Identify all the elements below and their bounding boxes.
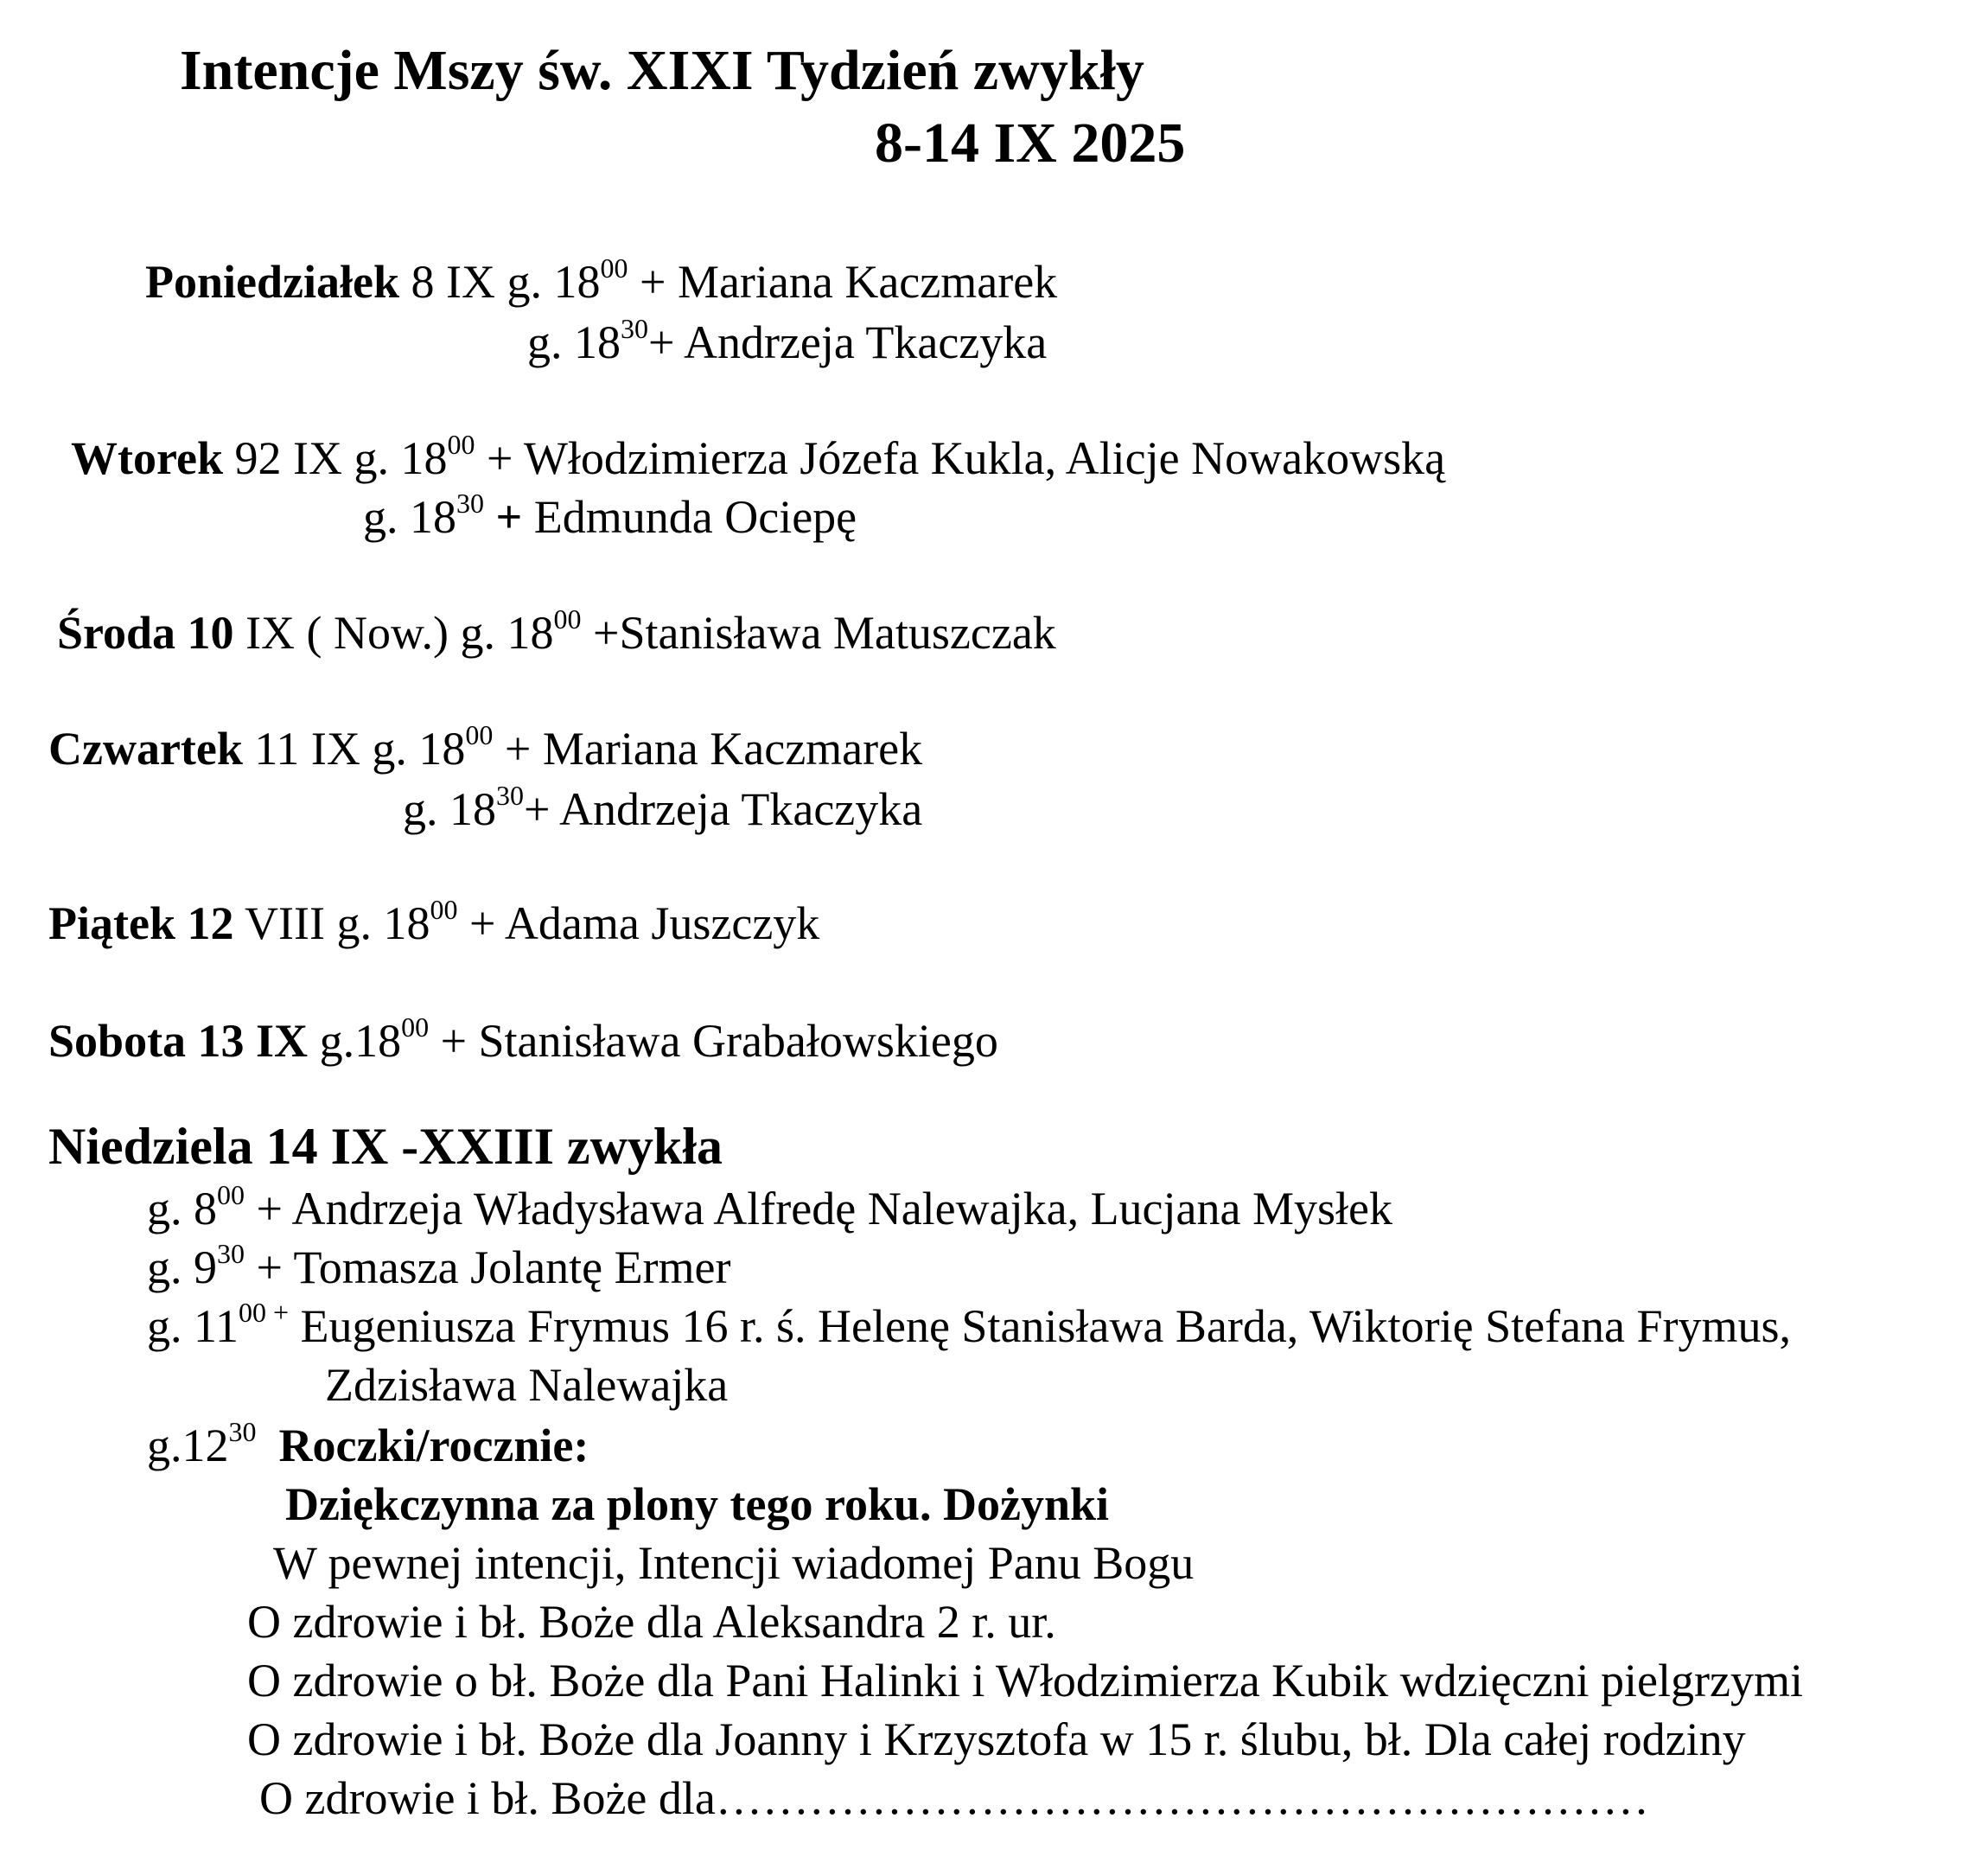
page-title xyxy=(180,38,1144,104)
time: g. 11 xyxy=(147,1300,239,1352)
time-minutes: 00 xyxy=(600,252,628,284)
time: g. 18 xyxy=(403,783,496,835)
date-time: VIII g. 18 xyxy=(233,897,430,949)
time-minutes: 00 xyxy=(217,1179,245,1210)
day-name: Piątek 12 xyxy=(48,897,234,949)
time: g.12 xyxy=(147,1419,229,1471)
intention-text: + Włodzimierza Józefa Kukla, Alicje Nowakowską xyxy=(475,432,1446,484)
wednesday-row-1 xyxy=(57,605,1056,660)
tuesday-row-2 xyxy=(363,489,857,545)
intention-text: + Adama Juszczyk xyxy=(457,897,820,949)
tuesday-row-1 xyxy=(71,431,1445,486)
time: g. 18 xyxy=(527,316,621,368)
time-minutes: 00 xyxy=(401,1011,430,1043)
time: g. 9 xyxy=(147,1241,217,1293)
date-time: 92 IX g. 18 xyxy=(222,432,448,484)
intention-text: Eugeniusza Frymus 16 r. ś. Helenę Stanisława Barda, Wiktorię Stefana Frymus, xyxy=(289,1300,1792,1352)
sunday-intent-line-5 xyxy=(259,1770,1649,1826)
intention-text: O zdrowie i bł. Boże dla…………………………………………………… xyxy=(259,1772,1649,1824)
time-minutes: 00 xyxy=(465,719,494,750)
intention-text: + Mariana Kaczmarek xyxy=(493,723,923,775)
page-date-range xyxy=(875,111,1185,176)
time-minutes: 30 xyxy=(496,780,524,811)
sunday-thanksgiving xyxy=(285,1477,1109,1532)
sunday-intent-line-4 xyxy=(247,1712,1746,1767)
intention-text: + Mariana Kaczmarek xyxy=(628,256,1058,308)
intention-text: + Andrzeja Władysława Alfredę Nalewajka, Lucjana Mysłek xyxy=(245,1183,1392,1234)
intention-text: + Tomasza Jolantę Ermer xyxy=(245,1241,731,1293)
intention-text: O zdrowie o bł. Boże dla Pani Halinki i Włodzimierza Kubik wdzięczni pielgrzymi xyxy=(247,1655,1803,1706)
date-time: g.18 xyxy=(308,1015,402,1067)
intention-text: O zdrowie i bł. Boże dla Joanny i Krzysztofa w 15 r. ślubu, bł. Dla całej rodziny xyxy=(247,1713,1746,1765)
time-minutes: 30 xyxy=(217,1238,245,1269)
date-time: 8 IX g. 18 xyxy=(399,256,601,308)
day-name: Czwartek xyxy=(48,723,243,775)
time: g. 8 xyxy=(147,1183,217,1234)
monday-row-2 xyxy=(527,315,1047,370)
sunday-mass-3-cont xyxy=(325,1357,728,1413)
intention-text: + Andrzeja Tkaczyka xyxy=(648,316,1048,368)
date-time: IX ( Now.) g. 18 xyxy=(233,607,554,659)
intention-text: O zdrowie i bł. Boże dla Aleksandra 2 r. ur. xyxy=(247,1596,1056,1648)
saturday-row-1 xyxy=(48,1013,998,1069)
day-name: Środa 10 xyxy=(57,607,234,659)
date-time: 11 IX g. 18 xyxy=(242,723,466,775)
sunday-mass-3 xyxy=(147,1298,1791,1354)
intention-label: Roczki/rocznie: xyxy=(278,1419,589,1471)
day-name: Poniedziałek xyxy=(145,256,399,308)
plus-sign: + xyxy=(484,491,523,543)
day-name: Sobota 13 IX xyxy=(48,1015,309,1067)
thursday-row-1 xyxy=(48,721,922,776)
time-minutes: 00 xyxy=(430,894,458,925)
sunday-heading-text: Niedziela 14 IX -XXIII zwykła xyxy=(48,1118,723,1175)
title-text: Intencje Mszy św. XIXI Tydzień zwykły xyxy=(180,39,1144,102)
day-name: Wtorek xyxy=(71,432,223,484)
sunday-intent-line-2 xyxy=(247,1594,1056,1649)
intention-text: Zdzisława Nalewajka xyxy=(325,1359,729,1411)
intention-text: + Andrzeja Tkaczyka xyxy=(524,783,923,835)
intention-text: + Stanisława Grabałowskiego xyxy=(429,1015,998,1067)
intention-text: +Stanisława Matuszczak xyxy=(581,607,1056,659)
time-minutes: 30 xyxy=(228,1416,257,1447)
sunday-intent-line-1 xyxy=(273,1535,1194,1591)
sunday-mass-1 xyxy=(147,1181,1392,1236)
time-minutes: 30 xyxy=(456,488,484,519)
time-minutes: 00 + xyxy=(239,1297,290,1328)
time-minutes: 00 xyxy=(553,603,582,635)
sunday-mass-4 xyxy=(147,1418,589,1473)
time-minutes: 30 xyxy=(621,313,648,344)
thanksgiving-text: Dziękczynna za plony tego roku. Dożynki xyxy=(285,1478,1110,1530)
monday-row-1 xyxy=(145,254,1057,309)
time: g. 18 xyxy=(363,491,456,543)
thursday-row-2 xyxy=(403,781,922,837)
date-range-text: 8-14 IX 2025 xyxy=(875,112,1186,175)
sunday-heading xyxy=(48,1119,723,1174)
intention-text: Edmunda Ociepę xyxy=(522,491,857,543)
friday-row-1 xyxy=(48,896,819,951)
sunday-mass-2 xyxy=(147,1240,731,1295)
time-minutes: 00 xyxy=(447,429,475,460)
sunday-intent-line-3 xyxy=(247,1653,1803,1708)
intention-text: W pewnej intencji, Intencji wiadomej Panu Bogu xyxy=(273,1537,1195,1589)
